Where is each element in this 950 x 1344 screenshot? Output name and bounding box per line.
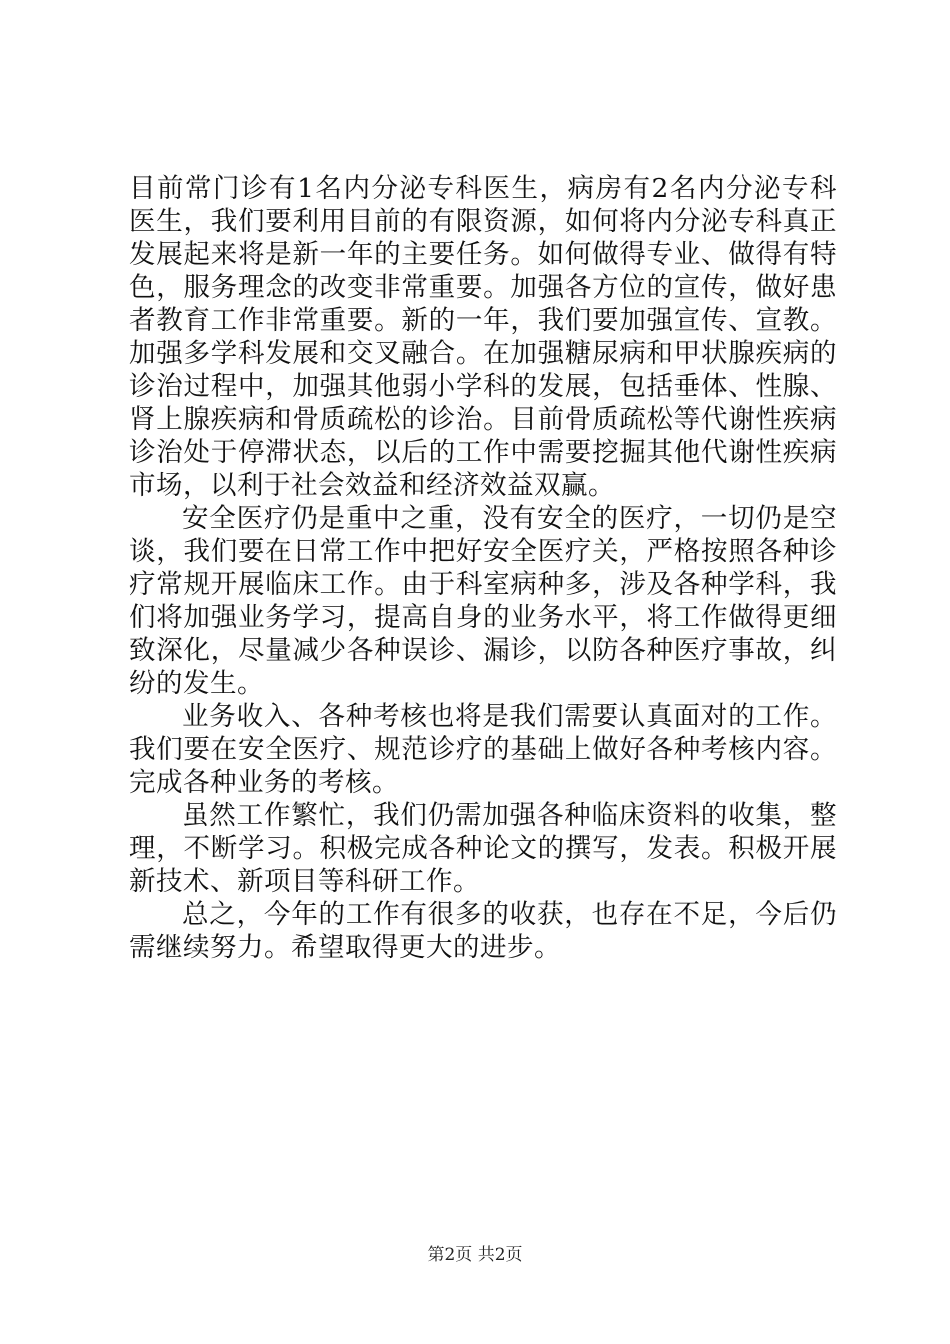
document-body	[129, 172, 837, 964]
paragraph-3: 业务收入、各种考核也将是我们需要认真面对的工作。我们要在安全医疗、规范诊疗的基础上做好各种考核内容。完成各种业务的考核。	[129, 701, 837, 798]
paragraph-4: 虽然工作繁忙，我们仍需加强各种临床资料的收集，整理，不断学习。积极完成各种论文的撰写，发表。积极开展新技术、新项目等科研工作。	[129, 800, 837, 897]
paragraph-2: 安全医疗仍是重中之重，没有安全的医疗，一切仍是空谈，我们要在日常工作中把好安全医疗关，严格按照各种诊疗常规开展临床工作。由于科室病种多，涉及各种学科，我们将加强业务学习，提高自身的业务水平，将工作做得更细致深化，尽量减少各种误诊、漏诊，以防各种医疗事故，纠纷的发生。	[129, 503, 837, 699]
paragraph-5: 总之，今年的工作有很多的收获，也存在不足，今后仍需继续努力。希望取得更大的进步。	[129, 899, 837, 963]
page-number-footer: 第2页 共2页	[427, 1245, 523, 1265]
paragraph-1: 目前常门诊有1名内分泌专科医生，病房有2名内分泌专科医生，我们要利用目前的有限资源，如何将内分泌专科真正发展起来将是新一年的主要任务。如何做得专业、做得有特色，服务理念的改变非常重要。加强各方位的宣传，做好患者教育工作非常重要。新的一年，我们要加强宣传、宣教。加强多学科发展和交叉融合。在加强糖尿病和甲状腺疾病的诊治过程中，加强其他弱小学科的发展，包括垂体、性腺、肾上腺疾病和骨质疏松的诊治。目前骨质疏松等代谢性疾病诊治处于停滞状态，以后的工作中需要挖掘其他代谢性疾病市场，以利于社会效益和经济效益双赢。	[129, 173, 837, 501]
